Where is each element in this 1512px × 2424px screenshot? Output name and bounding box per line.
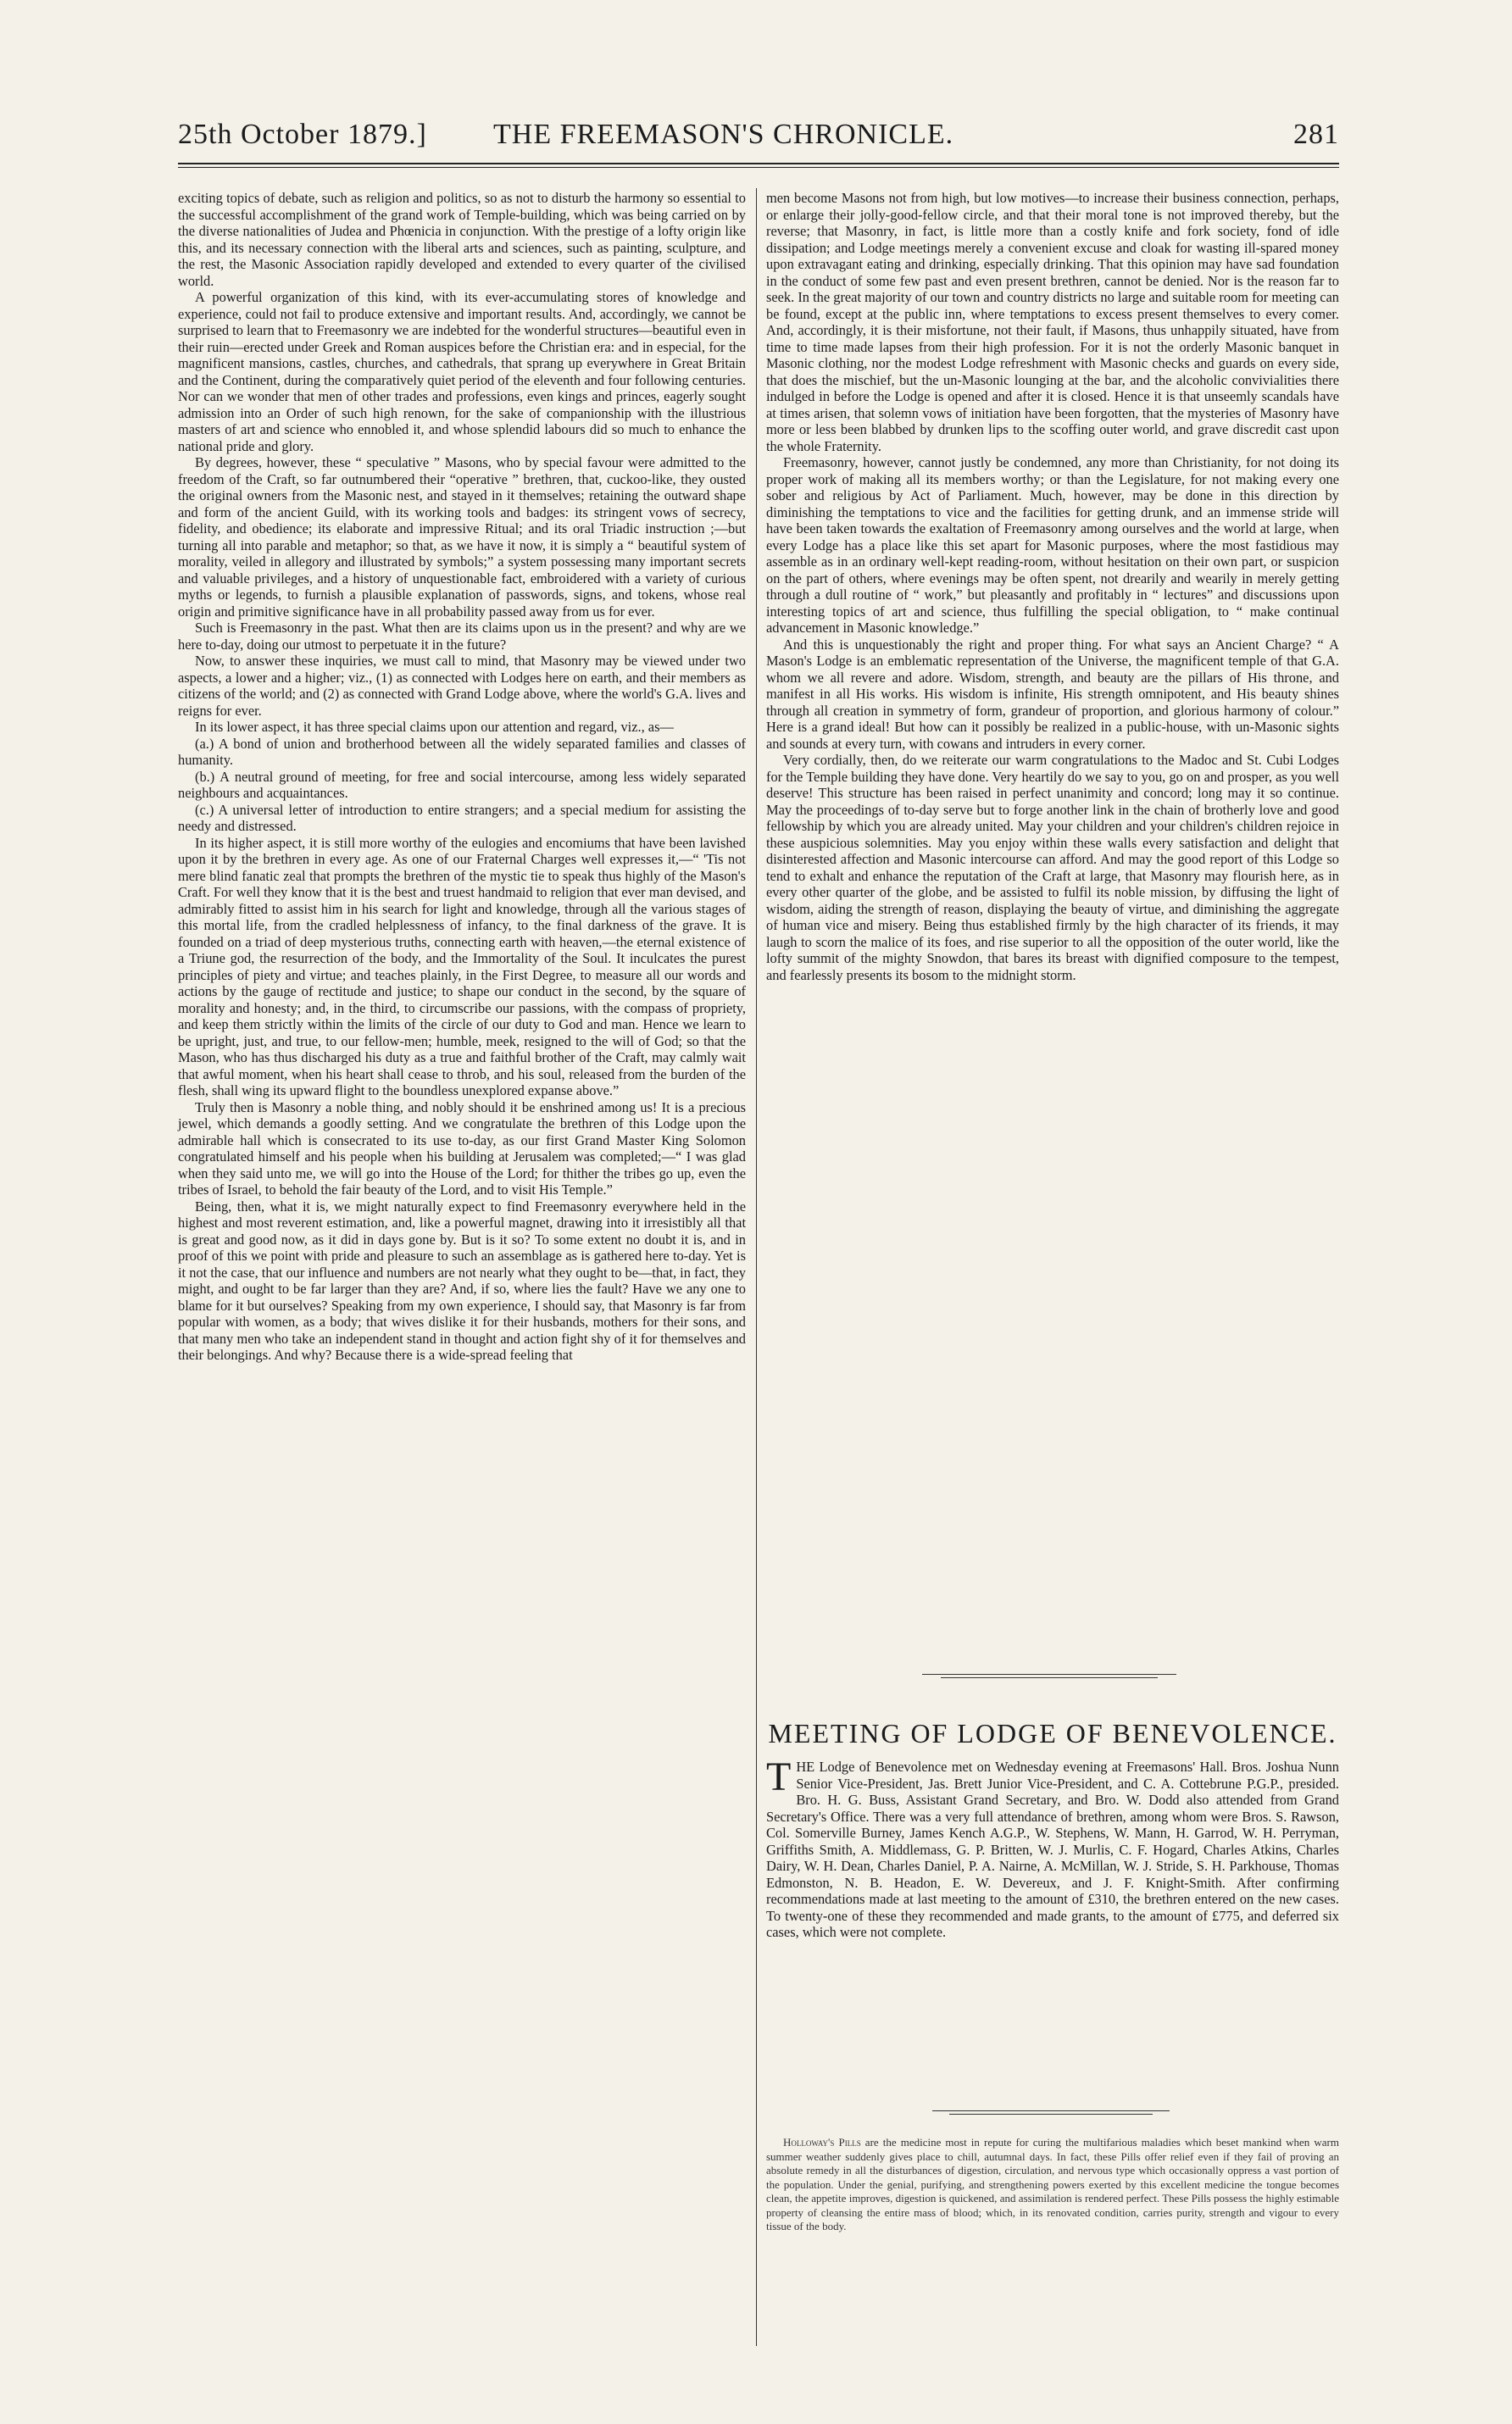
article-column-right: [766, 190, 1339, 983]
paragraph: exciting topics of debate, such as religion and politics, so as not to disturb the harmony so essential to the successful accomplishment of the grand work of Temple-building, which was being carried on by the diverse nationalities of Judea and Phœnicia in conjunction. With the prestige of a lofty origin like this, and its necessary connection with the liberal arts and sciences, such as painting, sculpture, and the rest, the Masonic Association rapidly developed and extended to every quarter of the civilised world.: [178, 190, 746, 289]
section-divider: [922, 1674, 1176, 1675]
paragraph: Being, then, what it is, we might naturally expect to find Freemasonry everywhere held in the highest and most reverent estimation, and, like a powerful magnet, drawing into it irresistibly all that is great and good now, as it did in days gone by. But is it so? To some extent no doubt it is, and in proof of this we point with pride and pleasure to such an assemblage as is gathered here to-day. Yet is it not the case, that our influence and numbers are not nearly what they ought to be—that, in fact, they might, and ought to be far larger than they are? And, if so, where lies the fault? Have we any one to blame for it but ourselves? Speaking from my own experience, I should say, that Masonry is far from popular with women, as a body; that wives dislike it for their husbands, mothers for their sons, and that many men who take an independent stand in thought and action fight shy of it for themselves and their belongings. And why? Because there is a wide-spread feeling that: [178, 1198, 746, 1363]
column-divider: [756, 188, 757, 2346]
paragraph: Now, to answer these inquiries, we must call to mind, that Masonry may be viewed under two aspects, a lower and a higher; viz., (1) as connected with Lodges here on earth, and their members as citizens of the world; and (2) as connected with Grand Lodge above, where the world's G.A. lives and reigns for ever.: [178, 653, 746, 719]
advert-paragraph: [766, 2136, 1339, 2234]
paragraph: (a.) A bond of union and brotherhood between all the widely separated families and classes of humanity.: [178, 735, 746, 768]
paragraph: Truly then is Masonry a noble thing, and nobly should it be enshrined among us! It is a precious jewel, which demands a goodly setting. And we congratulate the brethren of this Lodge upon the admirable hall which is consecrated to its use to-day, as our first Grand Master King Solomon congratulated himself and his people when his building at Jerusalem was completed;—“ I was glad when they said unto me, we will go into the House of the Lord; for thither the tribes go up, even the tribes of Israel, to behold the fair beauty of the Lord, and to visit His Temple.”: [178, 1098, 746, 1198]
paragraph: Such is Freemasonry in the past. What then are its claims upon us in the present? and why are we here to-day, doing our utmost to perpetuate it in the future?: [178, 620, 746, 653]
masthead-rule-thin: [178, 167, 1339, 168]
issue-date: 25th October 1879.]: [178, 119, 427, 150]
paragraph: A powerful organization of this kind, with its ever-accumulating stores of knowledge and experience, could not fail to produce extensive and important results. And, accordingly, we cannot be surprised to learn that to Freemasonry we are indebted for the wonderful structures—beautiful even in their ruin—erected under Greek and Roman auspices before the Christian era: and in especial, for the magnificent mansions, castles, churches, and cathedrals, that sprang up everywhere in Great Britain and the Continent, during the comparatively quiet period of the eleventh and four following centuries. Nor can we wonder that men of other trades and professions, even kings and princes, eagerly sought admission into an Order of such high renown, for the sake of companionship with the illustrious masters of art and science who ennobled it, and whose splendid labours did so much to enhance the national pride and glory.: [178, 289, 746, 454]
advert-lead: Holloway's Pills: [783, 2136, 861, 2149]
advertisement: [766, 2136, 1339, 2234]
masthead: [178, 119, 1339, 156]
paragraph: By degrees, however, these “ speculative ” Masons, who by special favour were admitted to the freedom of the Craft, so far outnumbered their “operative ” brethren, that, cuckoo-like, they ousted the original owners from the Masonic nest, and stayed in it themselves; retaining the outward shape and form of the ancient Guild, with its working tools and badges: its stringent vows of secrecy, fidelity, and obedience; its elaborate and impressive Ritual; and its oral Triadic instruction ;—but turning all into parable and metaphor; so that, as we have it now, it is simply a “ beautiful system of morality, veiled in allegory and illustrated by symbols;” a system possessing many important secrets and valuable privileges, and a history of unquestionable fact, embroidered with a variety of curious myths or legends, to furnish a plausible explanation of passwords, signs, and tokens, whose real origin and primitive significance have in all probability passed away from us for ever.: [178, 454, 746, 620]
benevolence-report: [766, 1754, 1339, 1941]
paragraph: Very cordially, then, do we reiterate our warm congratulations to the Madoc and St. Cubi Lodges for the Temple building they have done. Very heartily do we say to you, go on and prosper, as you well deserve! This structure has been raised in perfect unanimity and concord; long may it so continue. May the proceedings of to-day serve but to forge another link in the chain of brotherly love and good fellowship by which you are already united. May your children and your children's children rejoice in these auspicious solemnities. May you enjoy within these walls every satisfaction and delight that disinterested affection and Masonic intercourse can afford. And may the good report of this Lodge so tend to exhalt and enhance the reputation of the Craft at large, that Masonry may flourish here, as in every other quarter of the globe, and be assisted to fulfil its noble mission, by diffusing the light of wisdom, aiding the strength of reason, displaying the beauty of virtue, and diminishing the aggregate of human vice and misery. Being thus established firmly by the high character of its friends, it may laugh to scorn the malice of its foes, and rise superior to all the opposition of the outer world, like the lofty summit of the mighty Snowdon, that bares its breast with dignified composure to the tempest, and fearlessly presents its bosom to the midnight storm.: [766, 752, 1339, 983]
paragraph: (b.) A neutral ground of meeting, for free and social intercourse, among less widely separated neighbours and acquaintances.: [178, 768, 746, 801]
publication-title: THE FREEMASON'S CHRONICLE.: [493, 119, 954, 150]
advert-text: are the medicine most in repute for curing the multifarious maladies which beset mankind when warm summer weather suddenly gives place to chill, autumnal days. In fact, these Pills offer relief even if they fail of proving an absolute remedy in all the disturbances of digestion, circulation, and nervous type which occasionally oppress a vast portion of the population. Under the genial, purifying, and strengthening powers exerted by this excellent medicine the tongue becomes clean, the appetite improves, digestion is quickened, and assimilation is rendered perfect. These Pills possess the highly estimable property of cleansing the entire mass of blood; which, in its renovated condition, carries purity, strength and vigour to every tissue of the body.: [766, 2136, 1339, 2232]
drop-cap: T: [766, 1754, 792, 1799]
paragraph: In its higher aspect, it is still more worthy of the eulogies and encomiums that have been lavished upon it by the brethren in every age. As one of our Fraternal Charges well expresses it,—“ 'Tis not mere blind fanatic zeal that prompts the brethren of the mystic tie to speak thus highly of the Mason's Craft. For well they know that it is the best and truest handmaid to religion that ever man devised, and admirably fitted to assist him in his search for light and knowledge, through all the various stages of this mortal life, from the cradled helplessness of infancy, to the final darkness of the grave. It is founded on a triad of deep mysterious truths, connecting earth with heaven,—the eternal existence of a Triune god, the resurrection of the body, and the Immortality of the Soul. It inculcates the purest principles of piety and virtue; and teaches plainly, in the First Degree, to measure all our words and actions by the gauge of rectitude and justice; to shape our conduct in the second, by the square of morality and honesty; and, in the third, to circumscribe our passions, with the compass of propriety, and keep them strictly within the limits of the circle of our duty to God and man. Hence we learn to be upright, just, and true, to our fellow-men; humble, meek, resigned to the will of God; so that the Mason, who has thus discharged his duty as a true and faithful brother of the Craft, may calmly wait that awful moment, when his heart shall cease to throb, and his soul, released from the burden of the flesh, shall wing its upward flight to the boundless unexplored expanse above.”: [178, 834, 746, 1098]
section-divider-thin: [941, 1677, 1158, 1678]
advert-divider: [932, 2110, 1170, 2111]
page-number: 281: [1293, 119, 1339, 150]
report-paragraph: [766, 1754, 1339, 1941]
paragraph: And this is unquestionably the right and proper thing. For what says an Ancient Charge? “ A Mason's Lodge is an emblematic representation of the Universe, the magnificent temple of that G.A. whom we all revere and adore. Wisdom, strength, and beauty are the pillars of His throne, and manifest in all His works. His wisdom is infinite, His strength omnipotent, and His beauty shines through all creation in symmetry of form, grandeur of proportion, and glorious harmony of colour.” Here is a grand ideal! But how can it possibly be realized in a public-house, with un-Masonic sights and sounds at every turn, with cowans and intruders in every corner.: [766, 636, 1339, 752]
masthead-rule: [178, 163, 1339, 164]
paragraph: In its lower aspect, it has three special claims upon our attention and regard, viz., as—: [195, 719, 674, 735]
paragraph: (c.) A universal letter of introduction to entire strangers; and a special medium for assisting the needy and distressed.: [178, 801, 746, 834]
report-body: HE Lodge of Benevolence met on Wednesday evening at Freemasons' Hall. Bros. Joshua Nunn Senior Vice-President, Jas. Brett Junior Vice-President, and C. A. Cottebrune P.G.P., presided. Bro. H. G. Buss, Assistant Grand Secretary, and Bro. W. Dodd also attended from Grand Secretary's Office. There was a very full attendance of brethren, among whom were Bros. S. Rawson, Col. Somerville Burney, James Kench A.G.P., W. Stephens, W. Mann, H. Garrod, W. H. Perryman, Griffiths Smith, A. Middlemass, G. P. Britten, W. J. Murlis, C. F. Hogard, Charles Atkins, Charles Dairy, W. H. Dean, Charles Daniel, P. A. Nairne, A. McMillan, W. J. Stride, S. H. Parkhouse, Thomas Edmonston, N. B. Headon, E. W. Devereux, and J. F. Knight-Smith. After confirming recommendations made at last meeting to the amount of £310, the brethren entered on the new cases. To twenty-one of these they recommended and made grants, to the amount of £775, and deferred six cases, which were not complete.: [766, 1759, 1339, 1940]
section-heading: MEETING OF LODGE OF BENEVOLENCE.: [768, 1718, 1337, 1749]
paragraph: men become Masons not from high, but low motives—to increase their business connection, perhaps, or enlarge their jolly-good-fellow circle, and that their moral tone is not improved thereby, but the reverse; that Masonry, in fact, is little more than a costly knife and fork society, fond of idle dissipation; and Lodge meetings merely a convenient excuse and cloak for wasting ill-spared money upon extravagant eating and drinking, especially drinking. That this opinion may have sad foundation in the conduct of some few past and even present brethren, cannot be denied. Nor is the reason far to seek. In the great majority of our town and country districts no large and suitable room for meeting can be found, except at the public inn, where temptations to excess present themselves to every comer. And, accordingly, it is their misfortune, not their fault, if Masons, thus unhappily situated, have from time to time made lapses from their high profession. For it is not the orderly Masonic banquet in Masonic clothing, nor the modest Lodge refreshment with Masonic checks and guards on every side, that does the mischief, but the un-Masonic lounging at the bar, and the alcoholic convivialities there indulged in before the Lodge is opened and after it is closed. Hence it is that unseemly scandals have at times arisen, that solemn vows of initiation have been forgotten, that the mysteries of Masonry have more or less been blabbed by drunken lips to the scoffing outer world, and grave discredit cast upon the whole Fraternity.: [766, 190, 1339, 454]
paragraph: Freemasonry, however, cannot justly be condemned, any more than Christianity, for not doing its proper work of making all its members worthy; or than the Legislature, for not making every one sober and religious by Act of Parliament. Much, however, may be done in this direction by diminishing the temptations to vice and the facilities for getting drunk, and an immense stride will have been taken towards the exaltation of Freemasonry among ourselves and the world at large, when every Lodge has a place like this set apart for Masonic purposes, where the most fastidious may assemble as in an ordinary well-kept reading-room, without hesitation on their own part, or suspicion on the part of others, where evenings may be often spent, not drearily and wearily in merely getting through a dull routine of “ work,” but pleasantly and profitably in “ lectures” and discussions upon interesting topics of art and science, thus fulfilling the special obligation, to “ make continual advancement in Masonic knowledge.”: [766, 454, 1339, 636]
article-column-left: [178, 190, 746, 1364]
advert-divider-thin: [949, 2114, 1153, 2115]
